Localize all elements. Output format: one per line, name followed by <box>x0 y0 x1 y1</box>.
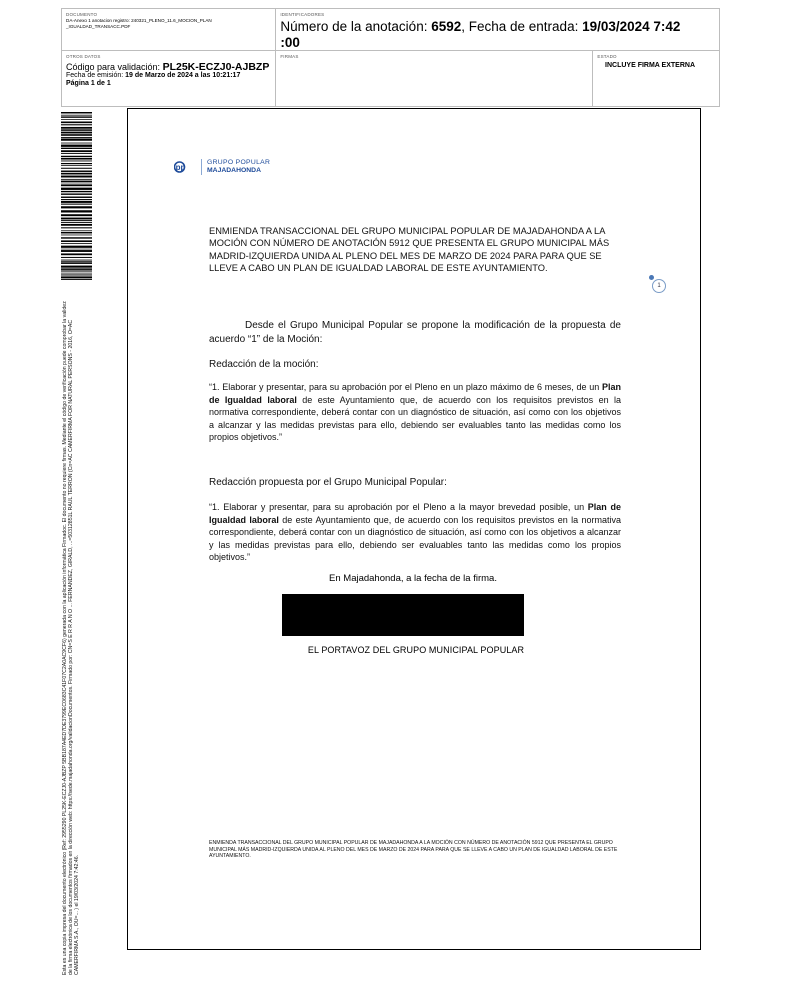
identificadores-label: IDENTIFICADORES <box>280 12 325 17</box>
barcode-bar <box>61 250 92 252</box>
barcode-bar <box>61 153 92 154</box>
barcode-bar <box>61 218 92 220</box>
validacion-prefix: Código para validación: <box>66 62 163 72</box>
redacted-signature <box>282 594 524 636</box>
anotacion-prefix: Número de la anotación: <box>280 19 432 34</box>
barcode-bar <box>61 273 92 274</box>
barcode-bar <box>61 188 92 190</box>
propuesta-text <box>209 501 621 564</box>
barcode-bar <box>61 127 92 129</box>
place-date: En Majadahonda, a la fecha de la firma. <box>329 573 497 584</box>
barcode-bar <box>61 156 92 157</box>
barcode-bar <box>61 184 92 186</box>
emision-prefix: Fecha de emisión: <box>66 72 126 79</box>
side-legal-text: Esta es una copia impresa del documento electrónico (Ref: 2955290 PL25K-ECZJ0-AJBZP 5BB187A4ED7DE3799EC0683C41F07C2A0AC9CF6) generada con la aplicación informática Firmadoc. El documento no requiere firmas. Mediante el código de verificación puede comprobar la validez de la firma electrónica de los documentos firmados en la dirección web: https://sede.majadahonda.org/validacionDocumentos. Firmado por: CN=S E R R A N O ... FERNANDEZ, GIRALD, ...=50312851L RAUL TERRON (Cn=AC CAMERFIRMA FOR NATURAL PERSONS - 2016, O=AC CAMERFIRMA S.A., OU=... ) el 19/03/2024 7:42:46. <box>62 301 81 975</box>
documento-label: DOCUMENTO <box>66 12 98 17</box>
barcode-bar <box>61 237 92 238</box>
page-footer: ENMIENDA TRANSACCIONAL DEL GRUPO MUNICIPAL POPULAR DE MAJADAHONDA A LA MOCIÓN CON NÚMERO DE ANOTACIÓN 5912 QUE PRESENTA EL GRUPO MUNICIPAL MÁS MADRID-IZQUIERDA UNIDA AL PLENO DEL MES DE MARZO DE 2024 PARA PARA QUE SE LLEVE A CABO UN PLAN DE IGUALDAD LABORAL DE ESTE AYUNTAMIENTO. <box>209 840 618 860</box>
barcode-bar <box>61 261 92 262</box>
otros-datos-cell <box>62 51 275 106</box>
barcode-bar <box>61 116 92 117</box>
barcode-bar <box>61 191 92 192</box>
barcode-bar <box>61 181 92 182</box>
svg-text:pp: pp <box>175 163 186 172</box>
barcode-bar <box>61 266 92 268</box>
barcode-bar <box>61 134 92 136</box>
barcode-bar <box>61 276 92 278</box>
estado-label: ESTADO <box>597 54 617 59</box>
validacion-codigo: PL25K-ECZJ0-AJBZP <box>162 61 270 73</box>
barcode-bar <box>61 148 92 149</box>
barcode-bar <box>61 163 92 164</box>
registry-header <box>61 8 720 107</box>
barcode-bar <box>61 176 92 178</box>
barcode-bar <box>61 249 92 250</box>
barcode-bar <box>61 220 92 221</box>
estado-cell <box>592 51 719 106</box>
barcode-bar <box>61 179 92 180</box>
barcode-bar <box>61 197 92 198</box>
propuesta-bold: Plan de Igualdad laboral <box>209 502 621 525</box>
document-page <box>127 108 701 950</box>
barcode-bar <box>61 214 92 216</box>
barcode-bar <box>61 168 92 169</box>
barcode-bar <box>61 222 92 223</box>
barcode-bar <box>61 260 92 261</box>
barcode-bar <box>61 224 92 226</box>
annotation-marker[interactable]: 1 <box>652 279 666 293</box>
barcode-bar <box>61 240 92 242</box>
barcode-bar <box>61 206 92 208</box>
barcode-bar <box>61 204 92 205</box>
barcode-bar <box>61 137 92 138</box>
documento-cell <box>62 9 275 50</box>
barcode-bar <box>61 121 92 123</box>
mocion-text <box>209 381 621 444</box>
barcode-bar <box>61 145 92 147</box>
barcode-bar <box>61 138 92 140</box>
barcode-bar <box>61 183 92 184</box>
logo-separator <box>201 159 202 175</box>
logo-line-2: MAJADAHONDA <box>207 167 261 174</box>
barcode-bar <box>61 201 92 203</box>
barcode-bar <box>61 199 92 200</box>
entrada-fecha-cont: :00 <box>280 35 300 50</box>
barcode-bar <box>61 150 92 152</box>
barcode-bar <box>61 143 92 144</box>
barcode-bar <box>61 210 92 212</box>
party-logo <box>174 159 270 175</box>
barcode-bar <box>61 124 92 125</box>
signer-title: EL PORTAVOZ DEL GRUPO MUNICIPAL POPULAR <box>307 645 525 655</box>
emision-fecha: 19 de Marzo de 2024 a las 10:21:17 <box>125 72 241 79</box>
barcode-bar <box>61 257 92 258</box>
barcode-bar <box>61 230 92 231</box>
barcode-bar <box>61 262 92 264</box>
barcode-bar <box>61 115 92 116</box>
propuesta-part-2: de este Ayuntamiento que, de acuerdo con los requisitos previstos en la normativa correspondiente, deberá contar con un diagnóstico de situación, así como con los objetivos a alcanzar y las medidas previstas para ello, debiendo ser evaluables tanto las medidas como los propios objetivos.” <box>209 514 622 563</box>
firmas-label: FIRMAS <box>280 54 299 59</box>
barcode-bar <box>61 232 92 234</box>
otros-datos-label: OTROS DATOS <box>66 54 101 59</box>
mocion-part-2: de este Ayuntamiento que, de acuerdo con los requisitos previstos en la normativa correspondiente, deberá contar con un diagnóstico de situación, así como con los objetivos a alcanzar y las medidas previstas para ello, debiendo ser evaluables tanto las medidas como los propios objetivos.” <box>209 394 622 443</box>
pagina: Página 1 de 1 <box>66 80 111 87</box>
mocion-part-1: “1. Elaborar y presentar, para su aprobación por el Pleno en un plazo máximo de 6 meses, de un <box>209 382 602 392</box>
barcode-bar <box>61 243 92 244</box>
barcode-bar <box>61 227 92 228</box>
barcode-bar <box>61 274 92 275</box>
barcode-bar <box>61 268 92 269</box>
logo-text <box>207 159 270 174</box>
barcode-bar <box>61 279 92 280</box>
barcode-bar <box>61 253 92 255</box>
estado-value: INCLUYE FIRMA EXTERNA <box>605 62 695 69</box>
barcode-bar <box>61 119 92 120</box>
barcode-bar <box>61 173 92 175</box>
identificadores-cell <box>275 9 719 50</box>
barcode-bar <box>61 129 92 130</box>
emision-line <box>66 72 271 80</box>
barcode-bar <box>61 165 92 166</box>
mocion-bold: Plan de Igualdad laboral <box>209 382 621 405</box>
documento-value: DA-Anexo 1 anotacion registro: 240321_PLENO_11.6_MOCION_PLAN _IGUALDAD_TRANSACC.PDF <box>66 18 212 29</box>
firmas-cell <box>275 51 592 106</box>
barcode <box>61 112 92 280</box>
document-title: ENMIENDA TRANSACCIONAL DEL GRUPO MUNICIPAL POPULAR DE MAJADAHONDA A LA MOCIÓN CON NÚMERO DE ANOTACIÓN 5912 QUE PRESENTA EL GRUPO MUNICIPAL MÁS MADRID-IZQUIERDA UNIDA AL PLENO DEL MES DE MARZO DE 2024 PARA PARA QUE SE LLEVE A CABO UN PLAN DE IGUALDAD LABORAL DE ESTE AYUNTAMIENTO. <box>209 226 610 273</box>
barcode-bar <box>61 171 92 172</box>
anotacion-numero: 6592 <box>431 19 462 34</box>
annotation-dot-icon <box>649 275 654 280</box>
validacion-line <box>66 62 271 72</box>
anotacion-line <box>280 19 715 51</box>
entrada-fecha: 19/03/2024 7:42 <box>582 19 681 34</box>
logo-line-1: GRUPO POPULAR <box>207 159 271 167</box>
barcode-bar <box>61 235 92 236</box>
pp-logo-icon <box>174 160 196 174</box>
heading-propuesta: Redacción propuesta por el Grupo Municipal Popular: <box>209 477 447 488</box>
barcode-bar <box>61 112 92 113</box>
barcode-bar <box>61 246 92 248</box>
entrada-prefix: , Fecha de entrada: <box>461 19 583 34</box>
barcode-bar <box>61 161 92 162</box>
heading-mocion: Redacción de la moción: <box>209 359 319 370</box>
barcode-bar <box>61 193 92 194</box>
intro-paragraph: Desde el Grupo Municipal Popular se propone la modificación de la propuesta de acuerdo “1” de la Moción: <box>209 320 621 345</box>
barcode-bar <box>61 132 92 134</box>
barcode-bar <box>61 270 92 271</box>
propuesta-part-1: “1. Elaborar y presentar, para su aprobación por el Pleno a la mayor brevedad posible, un <box>209 502 588 512</box>
barcode-bar <box>61 158 92 160</box>
